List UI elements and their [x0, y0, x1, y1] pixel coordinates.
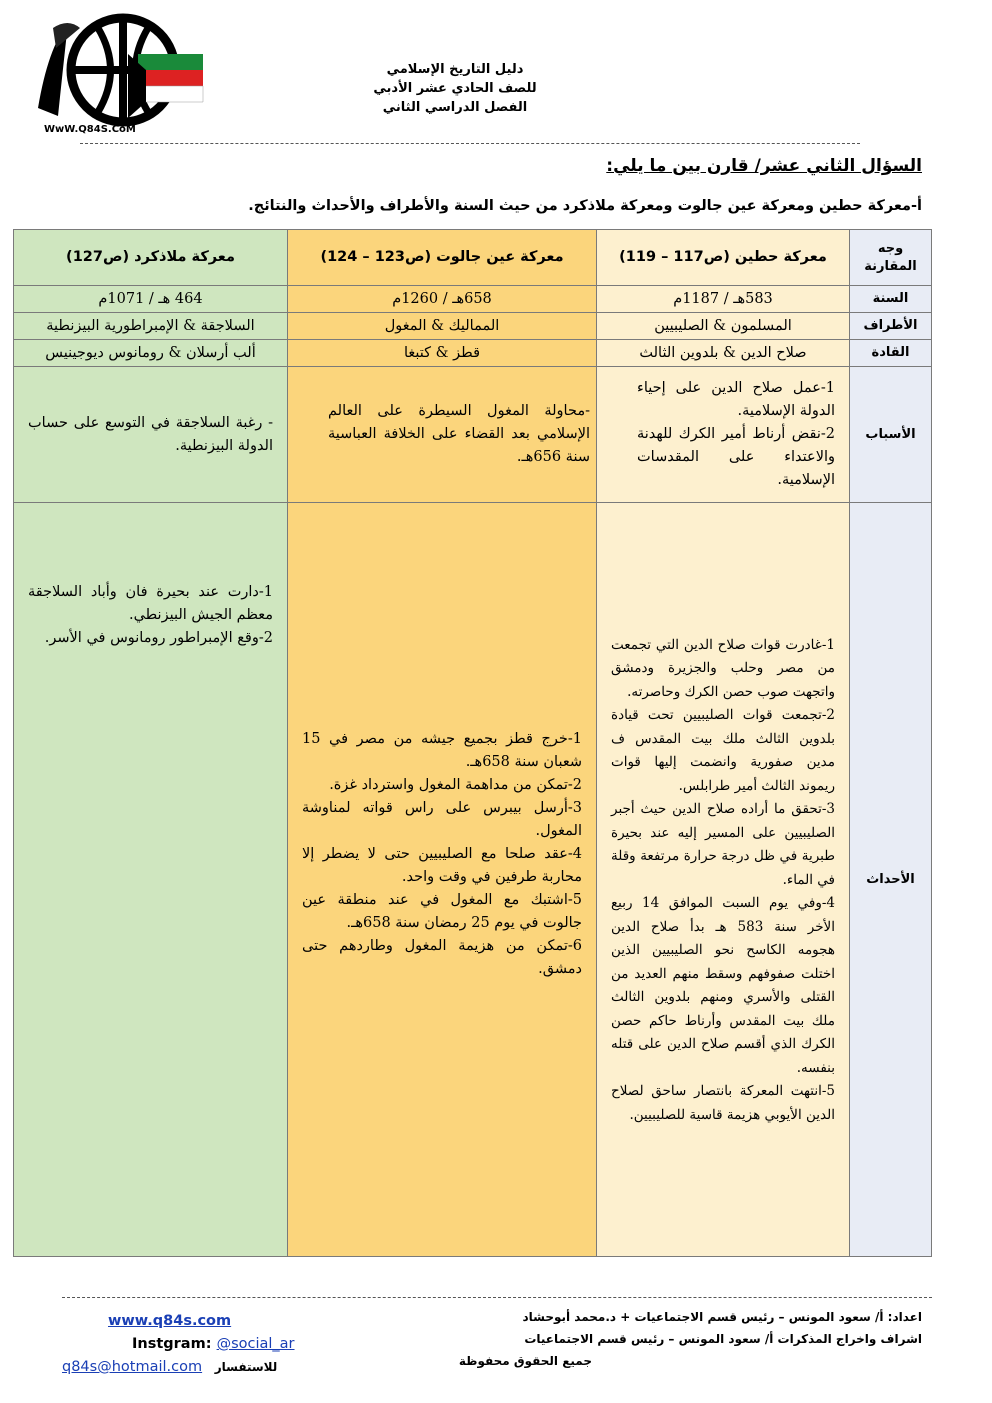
header-title-2: للصف الحادي عشر الأدبي: [373, 81, 537, 96]
leaders-hittin: صلاح الدين & بلدوين الثالث: [597, 340, 850, 367]
header-ayn-jalut: معركة عين جالوت (ص123 – 124): [288, 230, 597, 286]
comparison-table: [13, 229, 932, 1257]
footer-credits: [402, 1306, 922, 1372]
instagram-label: Instgram:: [132, 1336, 212, 1352]
list-item: 4-وفي يوم السبت الموافق 14 ربيع الأخر سنة 583 هـ بدأ صلاح الدين هجومه الكاسح نحو الصليبيين الذين اختلت صفوفهم وسقط منهم العديد من القتلى والأسري ومنهم بلدوين الثالث ملك بيت المقدس وأرناط حاكم حصن الكرك الذي أقسم صلاح الدين على قتله بنفسه.: [611, 895, 835, 1076]
table-row-events: [14, 503, 932, 1257]
row-label-parties: الأطراف: [850, 313, 932, 340]
list-item: -محاولة المغول السيطرة على العالم الإسلامي بعد القضاء على الخلافة العباسية سنة 656هـ.: [328, 403, 590, 465]
list-item: 6-تمكن من هزيمة المغول وطاردهم حتى دمشق.: [302, 938, 582, 977]
causes-ayn-jalut: [288, 367, 597, 503]
list-item: 1-دارت عند بحيرة فان وأباد السلاجقة معظم الجيش البيزنطي.: [28, 584, 273, 623]
table-header-row: [14, 230, 932, 286]
rights-text: جميع الحقوق محفوظة: [458, 1354, 592, 1368]
list-item: 4-عقد صلحا مع الصليبيين حتى لا يضطر إلا محاربة طرفين في وقت واحد.: [302, 846, 582, 885]
year-manzikert: 464 هـ / 1071م: [14, 286, 288, 313]
list-item: 3-أرسل بيبرس على راس قواته لمناوشة المغول.: [302, 800, 582, 839]
year-ayn-jalut: 658هـ / 1260م: [288, 286, 597, 313]
header-title-3: الفصل الدراسي الثاني: [382, 100, 528, 115]
list-item: 2-تمكن من مداهمة المغول واسترداد غزة.: [329, 777, 582, 793]
header-manzikert: معركة ملاذكرد (ص127): [14, 230, 288, 286]
parties-hittin: المسلمون & الصليبيين: [597, 313, 850, 340]
causes-manzikert: [14, 367, 288, 503]
header-title-1: دليل التاريخ الإسلامي: [386, 62, 524, 77]
row-label-events: الأحداث: [850, 503, 932, 1257]
logo-url: WwW.Q84S.CoM: [44, 124, 136, 135]
list-item: 1-عمل صلاح الدين على إحياء الدولة الإسلامية.: [637, 380, 835, 419]
list-item: 5-اشتبك مع المغول في عند منطقة عين جالوت في يوم 25 رمضان سنة 658هـ.: [302, 892, 582, 931]
row-label-year: السنة: [850, 286, 932, 313]
table-row-leaders: [14, 340, 932, 367]
header-aspect: وجه المقارنة: [850, 230, 932, 286]
parties-ayn-jalut: المماليك & المغول: [288, 313, 597, 340]
credit-supervision: اشراف واخراج المذكرات أ/ سعود المونس – رئيس قسم الاجتماعيات: [524, 1332, 922, 1346]
parties-manzikert: السلاجقة & الإمبراطورية البيزنطية: [14, 313, 288, 340]
header-hittin: معركة حطين (ص117 – 119): [597, 230, 850, 286]
sub-question: أ-معركة حطين ومعركة عين جالوت ومعركة ملاذكرد من حيث السنة والأطراف والأحداث والنتائج.: [248, 198, 922, 214]
events-manzikert: [14, 503, 288, 1257]
list-item: - رغبة السلاجقة في التوسع على حساب الدولة البيزنطية.: [28, 414, 273, 454]
logo: [28, 8, 208, 138]
table-row-year: [14, 286, 932, 313]
table-row-parties: [14, 313, 932, 340]
leaders-ayn-jalut: قطز & كتبغا: [288, 340, 597, 367]
list-item: 2-تجمعت قوات الصليبيين تحت قيادة بلدوين الثالث ملك بيت المقدس ف مدين صفورية وانضمت إليها قوات ريموند الثالث أمير طرابلس.: [611, 707, 835, 794]
causes-hittin: [597, 367, 850, 503]
leaders-manzikert: ألب أرسلان & رومانوس ديوجينيس: [14, 340, 288, 367]
table-row-causes: [14, 367, 932, 503]
list-item: 2-وقع الإمبراطور رومانوس في الأسر.: [44, 630, 273, 646]
list-item: 5-انتهت المعركة بانتصار ساحق لصلاح الدين الأيوبي هزيمة قاسية للصليبيين.: [611, 1083, 835, 1123]
year-hittin: 583هـ / 1187م: [597, 286, 850, 313]
email-link[interactable]: q84s@hotmail.com: [62, 1359, 203, 1375]
header-divider: [80, 143, 860, 144]
row-label-causes: الأسباب: [850, 367, 932, 503]
globe-logo-icon: [28, 8, 208, 138]
website-link[interactable]: www.q84s.com: [108, 1313, 232, 1329]
events-hittin: [597, 503, 850, 1257]
footer-divider: [62, 1297, 932, 1298]
list-item: 1-غادرت قوات صلاح الدين التي تجمعت من مصر وحلب والجزيرة ودمشق واتجهت صوب حصن الكرك وحاصرته.: [611, 636, 835, 700]
instagram-link[interactable]: @social_ar: [216, 1336, 295, 1352]
footer-contacts: [62, 1310, 352, 1379]
credit-prepared-by: اعداد: أ/ سعود المونس – رئيس قسم الاجتماعيات + د.محمد أبوحشاد: [522, 1310, 922, 1324]
rights-notice: [402, 1350, 922, 1372]
list-item: 3-تحقق ما أراده صلاح الدين حيث أجبر الصليبيين على المسير إليه عند بحيرة طبرية في ظل درجة حرارة مرتفعة وقلة في الماء.: [611, 801, 835, 888]
email-note: للاستفسار: [214, 1360, 278, 1374]
question-title: السؤال الثاني عشر/ قارن بين ما يلي:: [606, 156, 922, 176]
row-label-leaders: القادة: [850, 340, 932, 367]
document-header: [330, 60, 580, 117]
list-item: 1-خرج قطز بجميع جيشه من مصر في 15 شعبان سنة 658هـ.: [302, 731, 582, 770]
list-item: 2-نقض أرناط أمير الكرك للهدنة والاعتداء على المقدسات الإسلامية.: [637, 426, 835, 488]
events-ayn-jalut: [288, 503, 597, 1257]
